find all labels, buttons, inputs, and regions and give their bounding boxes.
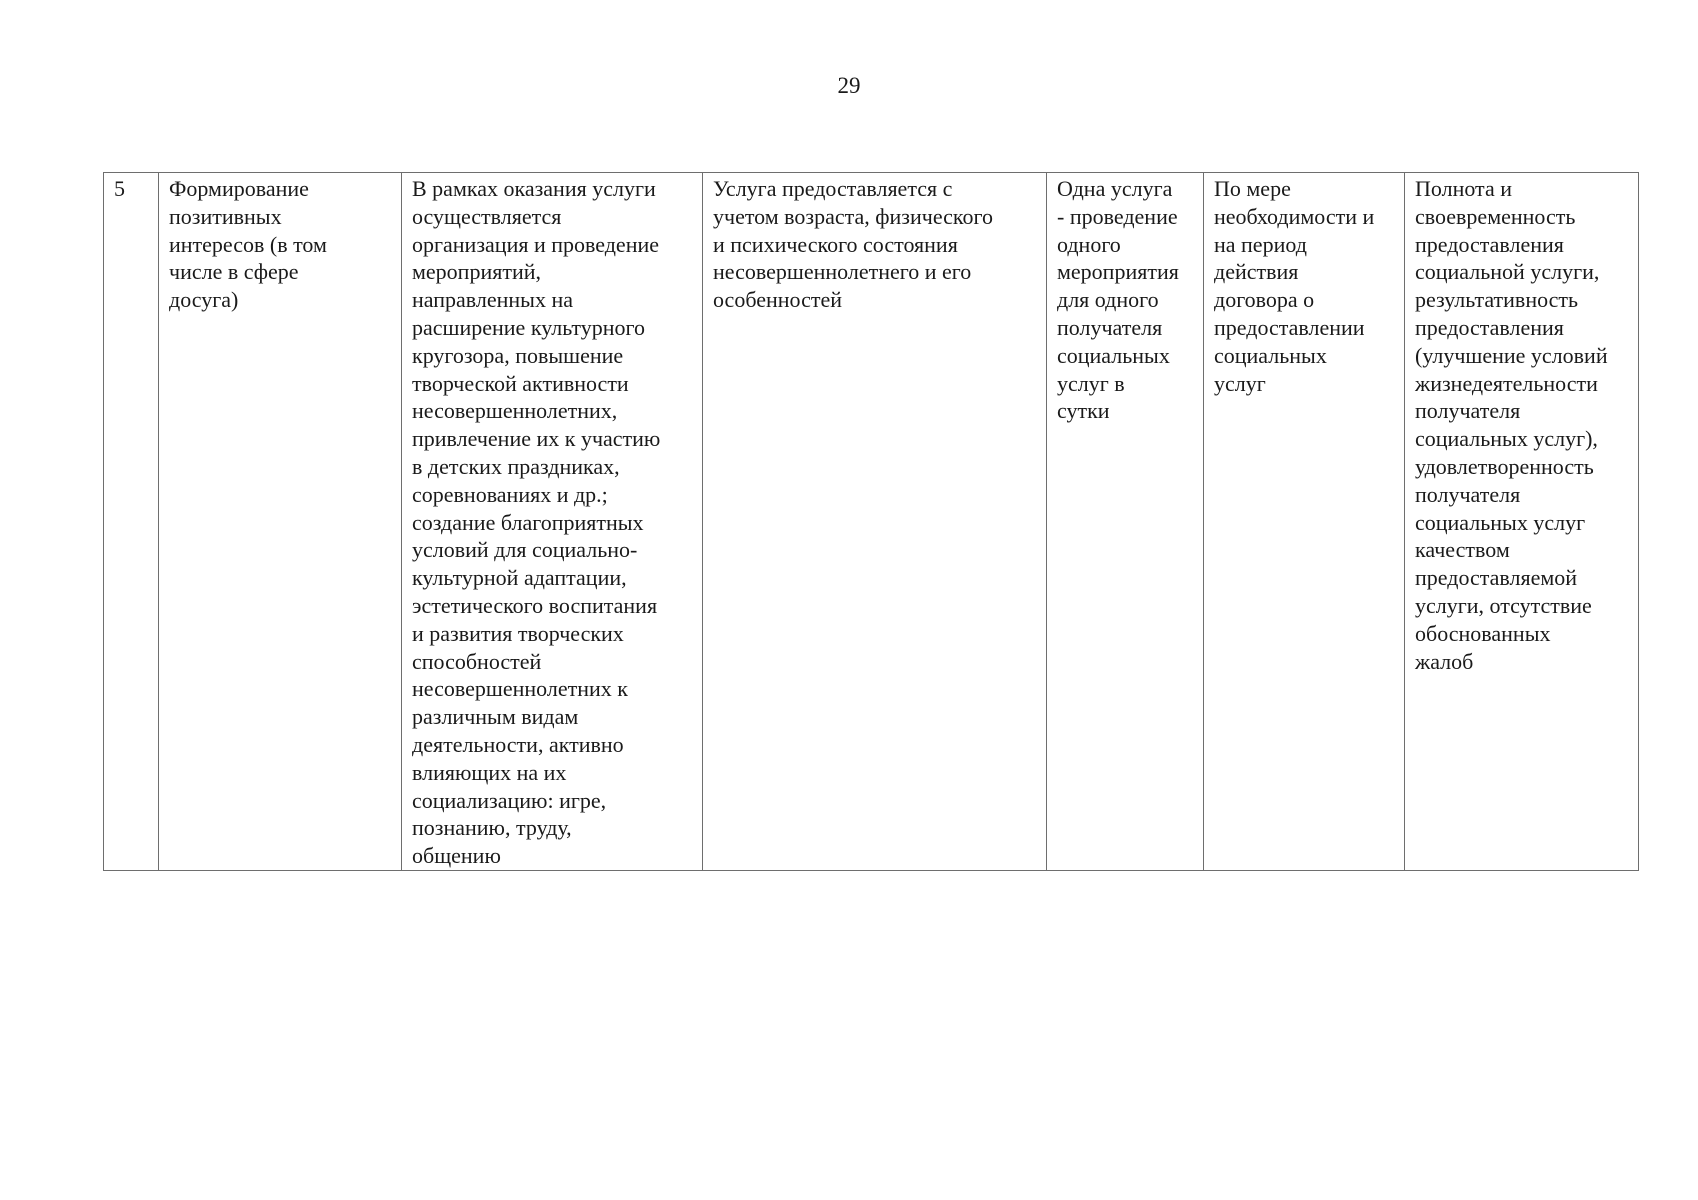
cell-service-name: Формирование позитивных интересов (в том числе в сфере досуга) [159,173,402,871]
cell-service-conditions: Услуга предоставляется с учетом возраста, физического и психического состояния несовершеннолетнего и его особенностей [703,173,1047,871]
cell-service-quality: Полнота и своевременность предоставления социальной услуги, результативность предоставления (улучшение условий жизнедеятельности получателя социальных услуг), удовлетворенность получателя социальных услуг качеством предоставляемой услуги, отсутствие обоснованных жалоб [1405,173,1639,871]
table-row [104,173,1639,871]
cell-service-period: По мере необходимости и на период действия договора о предоставлении социальных услуг [1204,173,1405,871]
cell-service-description: В рамках оказания услуги осуществляется организация и проведение мероприятий, направленных на расширение культурного кругозора, повышение творческой активности несовершеннолетних, привлечение их к участию в детских праздниках, соревнованиях и др.; создание благоприятных условий для социально- культурной адаптации, эстетического воспитания и развития творческих способностей несовершеннолетних к различным видам деятельности, активно влияющих на их социализацию: игре, познанию, труду, общению [402,173,703,871]
cell-row-number: 5 [104,173,159,871]
service-table [103,172,1639,871]
cell-service-unit: Одна услуга - проведение одного мероприятия для одного получателя социальных услуг в сутки [1047,173,1204,871]
page-number: 29 [837,73,861,98]
